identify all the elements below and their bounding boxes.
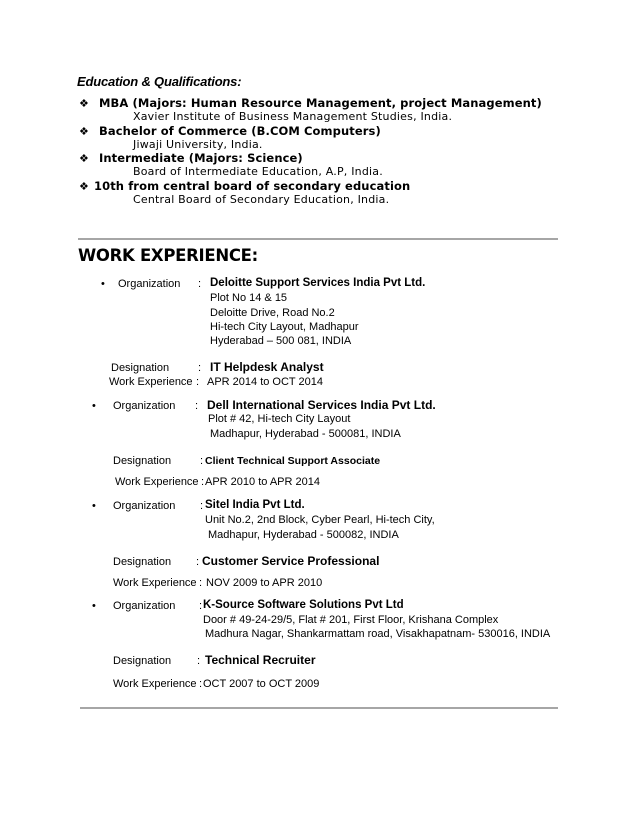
institution-name: Board of Intermediate Education, A.P, India. [133, 165, 383, 178]
institution-name: Jiwaji University, India. [133, 138, 263, 151]
organization-label: Organization [113, 400, 176, 412]
work-period: NOV 2009 to APR 2010 [206, 577, 323, 589]
colon: : [196, 376, 200, 388]
institution-name: Central Board of Secondary Education, India. [133, 193, 390, 206]
work-period: OCT 2007 to OCT 2009 [203, 678, 320, 690]
organization-label: Organization [113, 500, 176, 512]
address-line: Door # 49-24-29/5, Flat # 201, First Floor, Krishana Complex [203, 614, 499, 626]
work-period: APR 2010 to APR 2014 [205, 476, 320, 488]
degree-title: 10th from central board of secondary education [94, 179, 411, 193]
bullet-icon: • [92, 400, 96, 412]
work-period: APR 2014 to OCT 2014 [207, 376, 323, 388]
designation-value: IT Helpdesk Analyst [210, 360, 324, 374]
section-divider [80, 707, 558, 709]
degree-title: Bachelor of Commerce (B.COM Computers) [99, 124, 381, 138]
diamond-bullet-icon: ❖ [79, 126, 89, 138]
address-line: Plot # 42, Hi-tech City Layout [208, 413, 351, 425]
organization-label: Organization [118, 278, 181, 290]
designation-label: Designation [113, 655, 172, 667]
work-experience-heading: WORK EXPERIENCE: [78, 246, 258, 265]
address-line: Hi-tech City Layout, Madhapur [210, 321, 359, 333]
colon: : [200, 500, 204, 512]
diamond-bullet-icon: ❖ [79, 153, 89, 165]
work-experience-label: Work Experience [113, 577, 197, 589]
degree-title: MBA (Majors: Human Resource Management, project Management) [99, 96, 542, 110]
designation-label: Designation [111, 362, 170, 374]
organization-name: Deloitte Support Services India Pvt Ltd. [210, 277, 426, 289]
address-line: Plot No 14 & 15 [210, 292, 288, 304]
work-experience-label: Work Experience [113, 678, 197, 690]
organization-name: Sitel India Pvt Ltd. [205, 499, 305, 511]
designation-label: Designation [113, 556, 172, 568]
address-line: Deloitte Drive, Road No.2 [210, 307, 335, 319]
work-experience-label: Work Experience [115, 476, 199, 488]
colon: : [195, 400, 199, 412]
colon: : [198, 362, 202, 374]
address-line: Hyderabad – 500 081, INDIA [210, 335, 352, 347]
address-line: Madhapur, Hyderabad - 500081, INDIA [210, 428, 401, 440]
bullet-icon: • [92, 500, 96, 512]
bullet-icon: • [92, 600, 96, 612]
address-line: Madhapur, Hyderabad - 500082, INDIA [208, 529, 399, 541]
education-heading: Education & Qualifications: [77, 74, 242, 89]
work-experience-label: Work Experience [109, 376, 193, 388]
diamond-bullet-icon: ❖ [79, 98, 89, 110]
colon: : [196, 556, 200, 568]
colon: : [199, 678, 203, 690]
organization-name: Dell International Services India Pvt Ltd. [207, 398, 436, 412]
degree-title: Intermediate (Majors: Science) [99, 151, 303, 165]
section-divider [78, 238, 558, 240]
institution-name: Xavier Institute of Business Management Studies, India. [133, 110, 453, 123]
colon: : [198, 278, 202, 290]
address-line: Unit No.2, 2nd Block, Cyber Pearl, Hi-tech City, [205, 514, 435, 526]
bullet-icon: • [101, 278, 105, 290]
address-line: Madhura Nagar, Shankarmattam road, Visakhapatnam- 530016, INDIA [205, 628, 551, 640]
colon: : [200, 455, 204, 467]
organization-label: Organization [113, 600, 176, 612]
organization-name: K-Source Software Solutions Pvt Ltd [203, 599, 404, 611]
designation-value: Client Technical Support Associate [205, 455, 381, 467]
colon: : [201, 476, 205, 488]
diamond-bullet-icon: ❖ [79, 181, 89, 193]
designation-value: Technical Recruiter [205, 653, 316, 667]
designation-label: Designation [113, 455, 172, 467]
colon: : [199, 577, 203, 589]
colon: : [197, 655, 201, 667]
designation-value: Customer Service Professional [202, 554, 380, 568]
colon: : [199, 600, 203, 612]
